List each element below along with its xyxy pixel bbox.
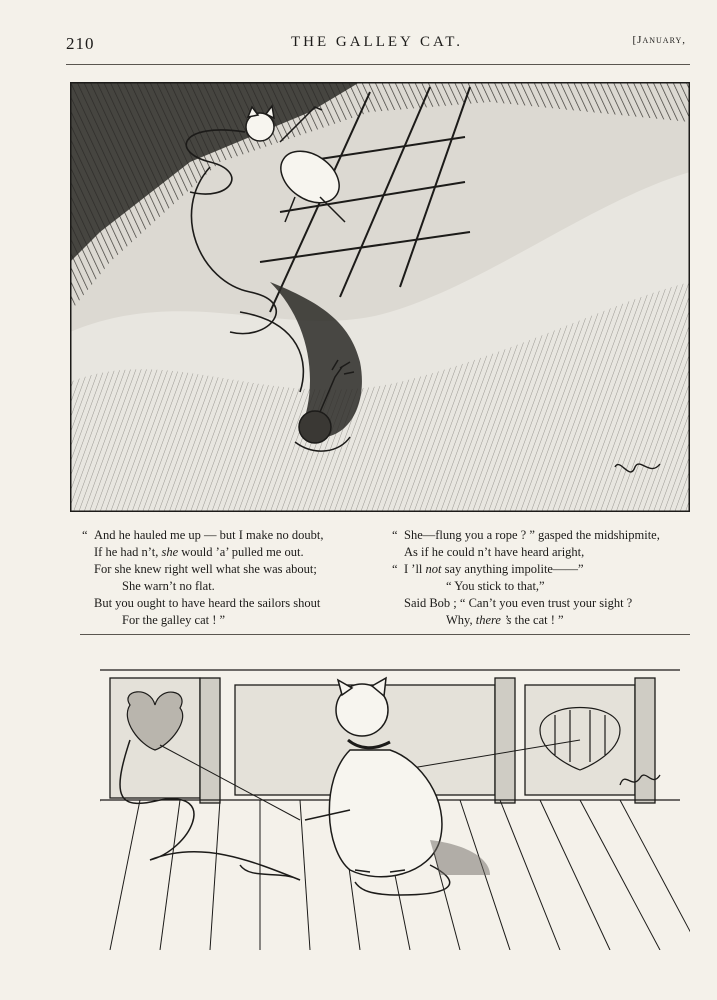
illustration-cat-on-deck-drawing [100, 650, 690, 950]
illustration-cat-rescue-drawing [70, 82, 690, 512]
poem-line: “ She—flung you a rope ? ” gasped the midshipmite, [392, 528, 660, 542]
month-label: [January, [632, 34, 686, 46]
page-header [62, 28, 692, 54]
poem-line: If he had n’t, she would ’a’ pulled me out. [94, 545, 304, 559]
page-number: 210 [66, 34, 95, 53]
poem-left-stanza [82, 527, 323, 629]
section-rule [80, 634, 690, 635]
running-title: THE GALLEY CAT. [290, 34, 464, 50]
header-rule [66, 64, 690, 65]
poem-line: Why, there ’s the cat ! ” [446, 613, 564, 627]
poem-line: “ And he hauled me up — but I make no doubt, [82, 528, 324, 542]
illustration-cat-rescue [70, 82, 690, 512]
poem-line: For the galley cat ! ” [122, 613, 226, 627]
poem-line: “ You stick to that,” [446, 579, 545, 593]
poem-line: As if he could n’t have heard aright, [404, 545, 585, 559]
poem-right-stanza [392, 527, 660, 629]
poem-line: She warn’t no flat. [122, 579, 215, 593]
illustration-cat-on-deck [100, 650, 690, 950]
poem-line: But you ought to have heard the sailors shout [94, 596, 321, 610]
poem-line: For she knew right well what she was about; [94, 562, 317, 576]
poem-line: “ I ’ll not say anything impolite——” [392, 562, 584, 576]
poem-line: Said Bob ; “ Can’t you even trust your sight ? [404, 596, 633, 610]
